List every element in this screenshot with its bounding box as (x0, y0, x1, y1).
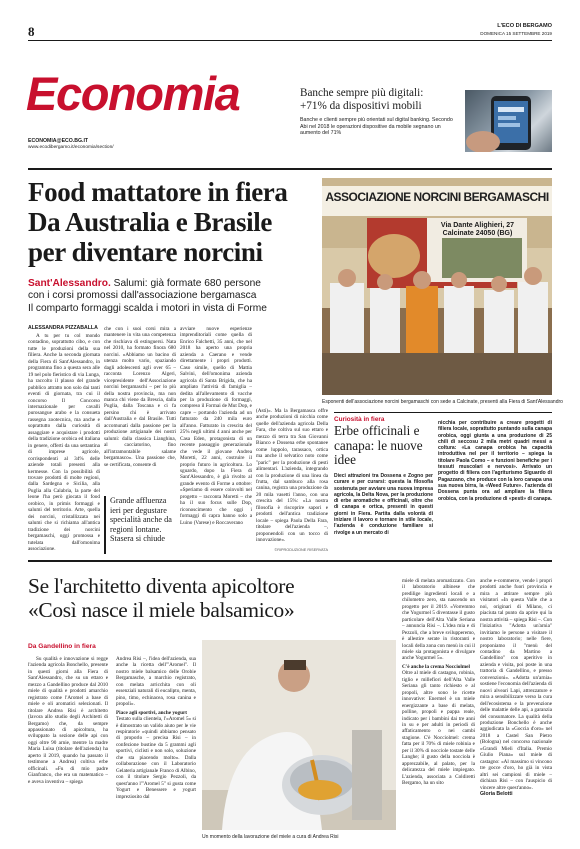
article2-col2 (116, 656, 196, 836)
section-email[interactable]: ECONOMIA@ECO.BG.IT (28, 138, 89, 144)
article1-headline-1: Food mattatore in fiera (28, 177, 288, 207)
article2-col2-text: Andrea Risi –, l'idea dell'azienda, sua anche la ricetta dell'"Aromel". Il nostro miele balsamico delle Orobie Bergamasche, a marchio registrato, con melata arricchita con oli essenziali naturali di eucalipto, menta, pino, timo, echinacea, rosa canina e propoli». (116, 656, 196, 708)
article1-col4: (Asti)». Ma la Bergamasca offre anche produzioni di nicchia come quelle dell'azienda agricola Della Fara, che coltiva sul suo ettaro e mezzo di terra tra San Giovanni Bianco e Dossena erbe spontanee come luppolo, tarassaco, ortica ma anche il selvatico noto come "parìc" per la produzione di pesti alimentari. L'azienda, integrando con la produzione di una linea da frutta, dal sambuco alla rosa canina, registra una produzione da 20 mila vasetti l'anno, con una crescita del 15%: «La nostra filosofia è riscoprire sapori e prodotti dell'antica tradizione locale – spiega Paola Della Fara, titolare dell'azienda –, proponendoli con un tocco di innovazione». (256, 408, 328, 544)
article2-byline: Gloria Belotti (480, 790, 513, 797)
article1-headline-2: Da Australia e Brasile (28, 207, 272, 237)
article2-photo-caption: Un momento della lavorazione del miele a cura di Andrea Risi (202, 834, 339, 840)
sidebar-col2: nicchia per contribuire a creare progetti di filiera locale, soprattutto puntando sulla canapa orobica, oggi giunta a una produzione di 25 chili di seccosu 2 mila metri quadri messi a coltura: «La canapa orobica ha capacità introduttiva nel per il territorio – spiega la titolare Paola Como – e funzioni benefiche per i tessuti muscolari e nervosi». Arrivato un progetto di filiera con l'agriturismo Siguardo di Pagazzano, che produce con la loro canapa una sua nuova birra, la «Weed Future». l'azienda di Dossena punta ora ad ampliare la filiera orobica, con la produzione di «pesti» di canapa. (438, 420, 552, 502)
article2-col4-text: anche e-commerce, vende i propri prodotti anche fuori provincia e mira a attirare sempre più visitatori «In questa Valle che a noi, originari di Milano, ci piaciuta tal punto da aprire qui la nostra attività – spiega Risi –. Con l'iniziativa "Adotta un'arnia" invitiamo le persone a visitare il nostro laboratorio; nelle fiere, proponiamo il "menù del contadino da Martino a Gandellino" con aperitivo in azienda e visita, poi poste in una trattoria di Gandellino, e presso convenzioni». «Adotta un'arnia» sostiene l'economia dell'azienda di nuovi alveari Lapi, attrezzature e mira a sensibilizzare verso la cura dell'ecosistema e la prevenzione delle malattie delle api, a garanzia del consumatore. La qualità della produzione Bonchello è anche aggiudicata la «Goccia d'oro» nel 2018 a Castel San Pietro (Bologna) nel concorso nazionale «Grandi Mieli d'Italia. Premio Giulio Piana» sul miele di castagno: «Al massimo si vincono tre gocce d'oro, ho già in vista altri sei campioni di miele – dichiara Risi – con l'auspicio di vincere altre quest'anno». (480, 578, 552, 791)
teaser-photo (465, 90, 552, 152)
article1-summary (28, 278, 320, 315)
newspaper-name: L'ECO DI BERGAMO (497, 23, 552, 29)
article-separator (28, 560, 552, 562)
article1-headline-3: per diventare norcini (28, 237, 263, 267)
pullquote-text: Grande affluenza ieri per degustare specialità anche da regioni lontane. Stasera si chiude (110, 496, 172, 544)
article2-photo (202, 640, 396, 830)
article1-photo-caption: Esponenti dell'associazione norcini bergamaschi con sede a Calcinate, presenti alla Fiera di Sant'Alessandro (322, 399, 563, 405)
article1-summary-1: Salumi: già formate 680 persone (110, 278, 261, 289)
teaser-body: Banche e clienti sempre più orientati sul digital banking. Secondo Abi nel 2018 le operazioni dispositive da mobile segnano un aumento del 71% (300, 117, 453, 137)
sidebar-col1: Dieci attrazioni tra Dossena e Zogno per curare e per curarsi: questa la filosofia sostenuta per avviare una nuova impresa agricola, la Delta Nova, per la produzione di erbe aromatiche e officinali, oltre che di canapa e ortica, presenti in questi giorni in Fiera. Partita dalla volontà di iniziare il lavoro e tornare in stile locale, l'azienda è conduzione familiare si rivolge a un mercato di (334, 473, 433, 536)
article2-col3-subhead: C'è anche la crema Nocciolmel (402, 663, 470, 670)
teaser-box[interactable] (292, 84, 552, 162)
section-url[interactable]: www.ecodibergamo.it/economia/section/ (28, 145, 114, 150)
teaser-title: Banche sempre più digitali: +71% da dispositivi mobili (300, 87, 424, 112)
article1-credit: ©RIPRODUZIONE RISERVATA (274, 548, 328, 552)
article1-summary-2: con i corsi promossi dall'associazione bergamasca (28, 290, 257, 302)
sidebar-title: Erbe officinali e canapa: le nuove idee (334, 423, 423, 468)
article2-col1: Su qualità e innovazione si regge l'azienda agricola Bonchello, presente in questi giorni alla Fiera di Sant'Alessandro, che su un ettaro e mezzo a Gandellino produce dal 2010 miele di qualità e prodotti amarchio registrato come l'Aromel a base di miele e oli aromatici selezionati. Il titolare Andrea Risi è architetto (lavora allo studio degli Architetti di Bergamo) che, da sempre appassionato di apicoltura, ha sviluppato la sezione delle api con oggi oltre 90 arnie, mentre la madre Maria Luisa (titolare dell'azienda) ha aperto il 2019, quando ha passato il testimone a Andrea) coltiva erbe officinali. «Fu di mio padre Gianfranco, che era un matematico – e aveva inventiva – spiega (28, 656, 108, 785)
page-number: 8 (28, 24, 35, 39)
article2-col4 (480, 578, 552, 836)
issue-date: DOMENICA 15 SETTEMBRE 2019 (480, 31, 552, 36)
article1-pullquote (104, 496, 176, 554)
article2-kicker: Da Gandellino in fiera (28, 643, 96, 650)
sidebar-kicker: Curiosità in fiera (334, 416, 385, 423)
article1-summary-3: Il comparto formaggi scalda i motori in vista di Forme (28, 302, 267, 314)
article1-col3: avviare nuove esperienze imprenditoriali come quella di Enrico Falchetti, 35 anni, che nel 2018 ha aperto una propria azienda a Caerano e vende direttamente i propri prodotti. Caso simile, quello di Mattia Salvini, dell'omonima azienda agricola di Santa Brigida, che ha ampliato l'attività di famiglia – dedita all'allevamento di vacche per la produzione di formaggi, compreso il Formai de Mut Dop, e capre – portando l'azienda ad un fatturato da 240 mila euro all'anno. Fatturato in crescita del 25% negli ultimi 4 anni anche per Casa Eden, protagonista di un recente passaggio generazionale che vede il giovane Andrea Moretti, 22 anni, costruire il proprio futuro in agricoltura. Lo sguardo, dopo la Fiera di Sant'Alessandro, è già rivolto al grande evento di Forme a ottobre: «Speriamo di essere coinvolti nel progetto – racconta Moretti – che ha il suo focus sulle Dop, riconoscimento che oggi i formaggi di capra hanno solo a Luino (Varese) e Roccaverano (180, 326, 252, 526)
article1-photo (322, 178, 552, 395)
article2-headline-2: «Così nasce il miele balsamico» (28, 598, 295, 622)
photo-sign-line-1: Via Dante Alighieri, 27 (440, 222, 515, 229)
article1-byline: ALESSANDRA PIZZABALLA (28, 325, 98, 331)
sidebar-rule (334, 412, 552, 413)
article2-col2-text-b: Testato sulla clientela, l'«Aromel 5» si è dimostrato un valido aiuto per le vie respiratorie «quindi abbiamo pensato di proporlo – precisa Risi – in confezione bustine da 5 grammi agli sportivi, ciclisti e non solo, soluzione che sta piacendo molto». Dalla collaborazione con il Laboratorio Gelateria artigianale Franco di Albino, con il titolare Sergio Pezzoli, da quest'anno l'"Aromel 5" si gusta come Yogurt e Benessere e yogurt impreziosito dal (116, 716, 196, 800)
smartphone-image (465, 90, 552, 152)
article2-col3 (402, 578, 475, 836)
article2-col3-text: miele di melata aromatizzato. Con il laboratorio albinese che predilige ingredienti locali e a chilometro zero, sta nascendo un progetto per il 2019. «Vorremmo che Yogurmel 5 diventasse il gusto particolare dell'Alta Valle Seriana – annuncia Risi –. L'idea mia e di Pezzoli, che a breve svilupperemo, è allestire serate in ristoranti e locali della zona con menù in cui il miele sia protagonista e divulgare anche Yogurmel 5». (402, 578, 475, 662)
article2-col3-text-b: Oltre al miele di castagno, robinia, tiglio e millefiori dell'Alta Valle Seriana gli tanto richiesto e al propoli, altre sono le ricette innovative: Enermel è un miele energizzante a base di melata, polline, propoli e pappa reale, indicato per i bambini dai tre anni in su e per adulti in periodi di affaticamento o nei cambi stagione. C'è Nocciolmel: crema fatta per il 70% di miele robinia e per il 30% di nocciole tostate delle Langhe; il gusto della nocciola è apprezzabile, al palato, per la delicatezza del miele impiegato. L'azienda, associata a Coldiretti Bergamo, ha un sito (402, 670, 475, 787)
article1-col1: A tu per tu col mondo contadino, soprattutto cibo, e con tutte le produzioni della sua filiera. Anche la seconda giornata della Fiera di Sant'Alessandro, in programma fino a questa sera alle 19 nel polo fieristico di via Lunga, ha raccolto il plauso del grande pubblico attratto non solo dai tanti eventi di giornata, tra cui il concorso Il Concorso internazionale per cavalli purosangue arabo e la consueta rassegna zootecnica, ma anche e soprattutto dalla curiosità di assaggiare e acquistare i prodotti della tradizione orobica ed italiana in genere, offerti da una settantina di imprese agricole, corrispondenti al 34% delle aziende totali presenti alla kermesse. Con la possibilità di trovare prodotti di molte regioni, dalla Sardegna e Sicilia, alla Puglia alla Calabria, la parte del leone l'ha però giocata il food orobico, in primis formaggi e salumi del territorio. Arte, quella dei norcini, cristallizzata nei salumi che si richiama all'antica tradizione dei norcini bergamaschi, oggi promossa e tutelata dall'omonima associazione. (28, 333, 100, 552)
section-title: Economia (26, 67, 240, 120)
photo-banner-text: ASSOCIAZIONE NORCINI BERGAMASCHI (325, 190, 549, 204)
top-rule (28, 40, 552, 41)
article2-headline-1: Se l'architetto diventa apicoltore (28, 574, 295, 598)
article1-kicker: Sant'Alessandro. (28, 278, 111, 289)
photo-sign-line-2: Calcinate 24050 (BG) (442, 230, 513, 237)
article1-col2: che con i suoi corsi mira a mantenere in vita una competenza che rischiava di estinguersi. Nata nel 2010, ha formato finora 680 norcini. «Abbiamo un bacino di utenza molto vario, spaziando dagli adolescenti agli over 65 – racconta Lorenzo Algeri, vicepresidente dell'Associazione norcini bergamaschi – per lo più della nostra provincia, ma non manca chi viene da Brescia, dalla Puglia, dalla Toscana e ci fa persino chi è arrivato dall'Australia e dal Brasile. Tutti accomunati dalla passione per la produzione artigianale dei nostri salumi: dalla classica Lianghina, al cacciatorino, fino all'intramontabile salame bergamasco». Una passione che, se certificata, consente di (104, 326, 176, 468)
article2-col2-subhead: Piace agli sportivi, anche yogurt (116, 709, 188, 716)
section-rule (28, 168, 552, 170)
